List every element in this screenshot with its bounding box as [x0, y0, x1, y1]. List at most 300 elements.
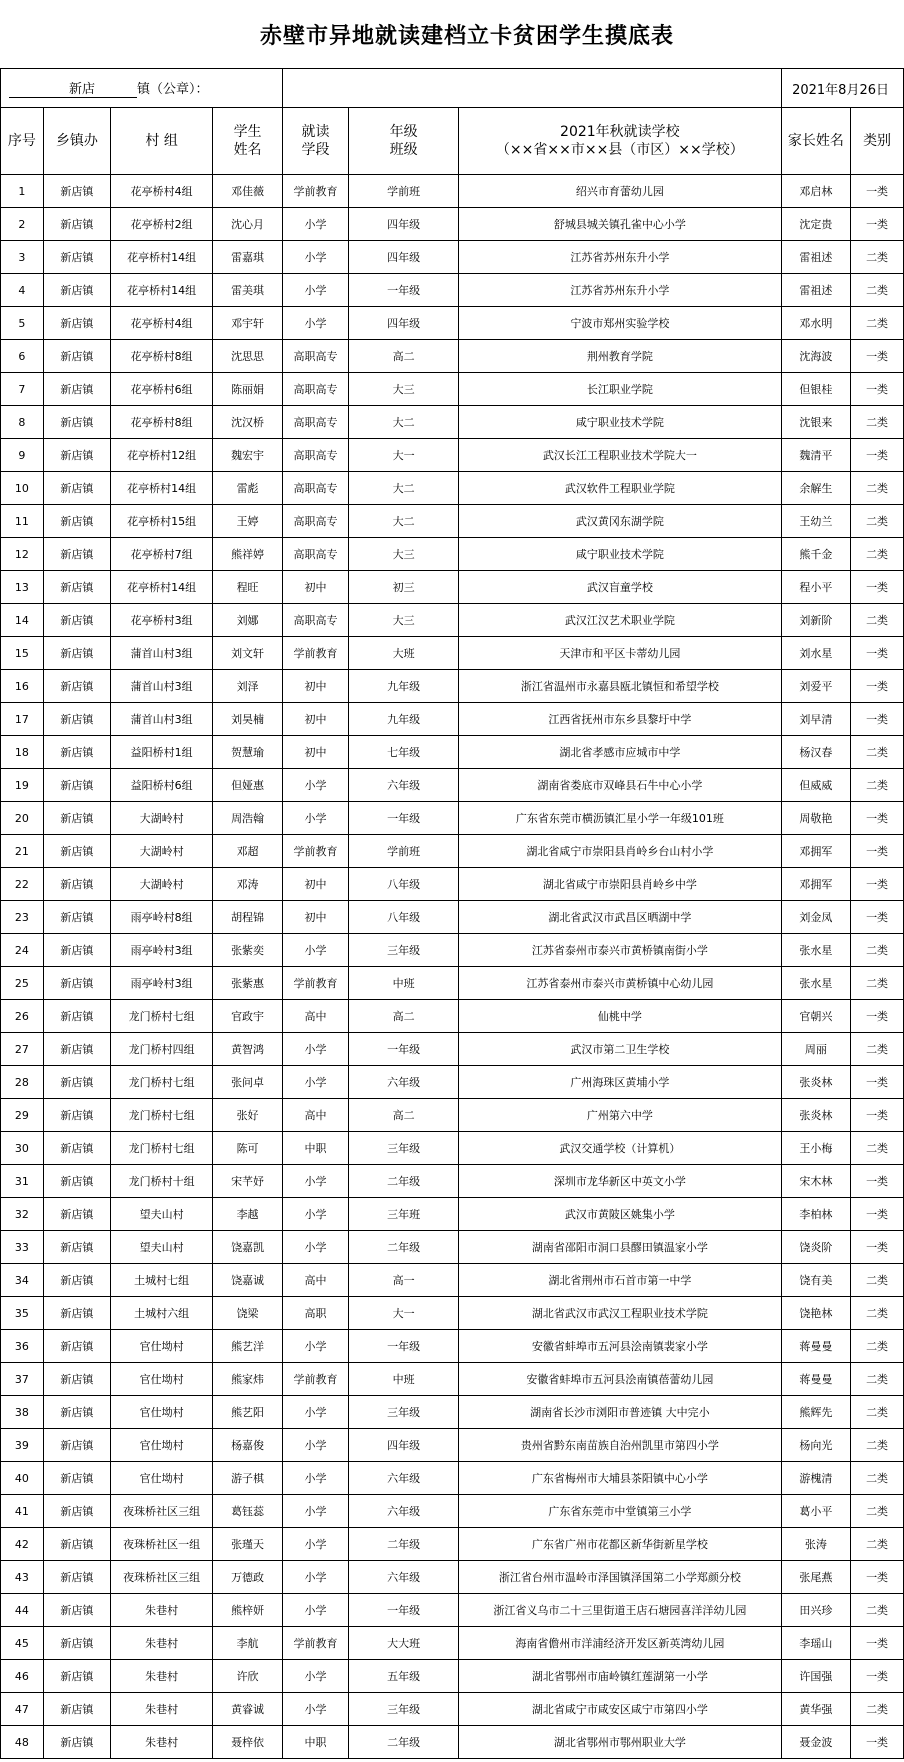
stage-cell: 高职高专	[282, 373, 348, 406]
header-grade	[349, 108, 459, 175]
table-row	[1, 1429, 904, 1462]
stage-cell: 初中	[282, 868, 348, 901]
township-cell: 新店镇	[43, 571, 110, 604]
category-cell: 一类	[851, 1231, 904, 1264]
village-cell: 花亭桥村3组	[111, 604, 213, 637]
category-cell: 二类	[851, 967, 904, 1000]
category-cell: 二类	[851, 934, 904, 967]
village-cell: 朱巷村	[111, 1693, 213, 1726]
table-row	[1, 604, 904, 637]
township-cell: 新店镇	[43, 1429, 110, 1462]
category-cell: 一类	[851, 1627, 904, 1660]
stage-cell: 学前教育	[282, 175, 348, 208]
township-cell: 新店镇	[43, 1264, 110, 1297]
seq-cell: 18	[1, 736, 44, 769]
info-blank-cell	[282, 69, 781, 108]
seq-cell: 7	[1, 373, 44, 406]
township-cell: 新店镇	[43, 1132, 110, 1165]
stage-cell: 小学	[282, 1594, 348, 1627]
table-row	[1, 1033, 904, 1066]
grade-cell: 四年级	[349, 307, 459, 340]
village-cell: 土城村六组	[111, 1297, 213, 1330]
seq-cell: 42	[1, 1528, 44, 1561]
grade-cell: 四年级	[349, 1429, 459, 1462]
stage-cell: 高中	[282, 1099, 348, 1132]
grade-cell: 大二	[349, 505, 459, 538]
student-name-cell: 张紫惠	[213, 967, 283, 1000]
school-cell: 武汉市第二卫生学校	[459, 1033, 781, 1066]
parent-name-cell: 黄华强	[781, 1693, 851, 1726]
table-row	[1, 307, 904, 340]
title-row	[0, 0, 904, 69]
school-cell: 浙江省温州市永嘉县瓯北镇恒和希望学校	[459, 670, 781, 703]
township-cell: 新店镇	[43, 373, 110, 406]
township-cell: 新店镇	[43, 967, 110, 1000]
school-cell: 舒城县城关镇孔雀中心小学	[459, 208, 781, 241]
school-cell: 绍兴市育蕾幼儿园	[459, 175, 781, 208]
student-name-cell: 熊艺洋	[213, 1330, 283, 1363]
header-row	[1, 108, 904, 175]
student-name-cell: 张好	[213, 1099, 283, 1132]
township-cell: 新店镇	[43, 637, 110, 670]
grade-cell: 六年级	[349, 1561, 459, 1594]
parent-name-cell: 熊千金	[781, 538, 851, 571]
village-cell: 朱巷村	[111, 1726, 213, 1759]
grade-cell: 大班	[349, 637, 459, 670]
grade-cell: 三年级	[349, 1693, 459, 1726]
village-cell: 官仕坳村	[111, 1396, 213, 1429]
school-cell: 江苏省泰州市泰兴市黄桥镇中心幼儿园	[459, 967, 781, 1000]
stage-cell: 小学	[282, 1462, 348, 1495]
category-cell: 一类	[851, 571, 904, 604]
school-cell: 荆州教育学院	[459, 340, 781, 373]
header-parent: 家长姓名	[781, 108, 851, 175]
table-row	[1, 1264, 904, 1297]
school-cell: 江西省抚州市东乡县黎圩中学	[459, 703, 781, 736]
stage-cell: 高职高专	[282, 406, 348, 439]
student-name-cell: 沈心月	[213, 208, 283, 241]
table-row	[1, 406, 904, 439]
header-school-l2: （××省××市××县（市区）××学校）	[495, 142, 744, 158]
township-cell: 新店镇	[43, 241, 110, 274]
category-cell: 一类	[851, 1660, 904, 1693]
table-row	[1, 274, 904, 307]
parent-name-cell: 李瑶山	[781, 1627, 851, 1660]
table-row	[1, 1594, 904, 1627]
village-cell: 夜珠桥社区一组	[111, 1528, 213, 1561]
grade-cell: 大大班	[349, 1627, 459, 1660]
stage-cell: 初中	[282, 736, 348, 769]
table-row	[1, 1495, 904, 1528]
grade-cell: 七年级	[349, 736, 459, 769]
student-name-cell: 张瑾天	[213, 1528, 283, 1561]
stage-cell: 初中	[282, 571, 348, 604]
stage-cell: 小学	[282, 307, 348, 340]
school-cell: 仙桃中学	[459, 1000, 781, 1033]
table-row	[1, 1462, 904, 1495]
parent-name-cell: 但威威	[781, 769, 851, 802]
seq-cell: 17	[1, 703, 44, 736]
township-cell: 新店镇	[43, 1528, 110, 1561]
grade-cell: 高二	[349, 1000, 459, 1033]
school-cell: 湖南省娄底市双峰县石牛中心小学	[459, 769, 781, 802]
seq-cell: 48	[1, 1726, 44, 1759]
township-cell: 新店镇	[43, 802, 110, 835]
parent-name-cell: 杨汉春	[781, 736, 851, 769]
grade-cell: 大一	[349, 1297, 459, 1330]
student-name-cell: 魏宏宇	[213, 439, 283, 472]
township-cell: 新店镇	[43, 604, 110, 637]
grade-cell: 一年级	[349, 802, 459, 835]
table-row	[1, 868, 904, 901]
student-name-cell: 刘昊楠	[213, 703, 283, 736]
seq-cell: 8	[1, 406, 44, 439]
school-cell: 天津市和平区卡蒂幼儿园	[459, 637, 781, 670]
village-cell: 官仕坳村	[111, 1462, 213, 1495]
village-cell: 夜珠桥社区三组	[111, 1495, 213, 1528]
village-cell: 花亭桥村8组	[111, 406, 213, 439]
student-name-cell: 周浩翰	[213, 802, 283, 835]
parent-name-cell: 沈海波	[781, 340, 851, 373]
header-township: 乡镇办	[43, 108, 110, 175]
village-cell: 花亭桥村14组	[111, 472, 213, 505]
seq-cell: 30	[1, 1132, 44, 1165]
category-cell: 二类	[851, 1297, 904, 1330]
town-name: 新店	[9, 78, 101, 98]
seq-cell: 4	[1, 274, 44, 307]
school-cell: 湖北省鄂州市鄂州职业大学	[459, 1726, 781, 1759]
village-cell: 花亭桥村14组	[111, 241, 213, 274]
town-cell	[1, 69, 283, 108]
table-row	[1, 241, 904, 274]
grade-cell: 大一	[349, 439, 459, 472]
student-name-cell: 熊艺阳	[213, 1396, 283, 1429]
category-cell: 一类	[851, 901, 904, 934]
stage-cell: 学前教育	[282, 967, 348, 1000]
township-cell: 新店镇	[43, 472, 110, 505]
stage-cell: 中职	[282, 1132, 348, 1165]
table-row	[1, 505, 904, 538]
parent-name-cell: 邓拥军	[781, 835, 851, 868]
header-village: 村 组	[111, 108, 213, 175]
table-row	[1, 736, 904, 769]
stage-cell: 小学	[282, 1033, 348, 1066]
parent-name-cell: 官朝兴	[781, 1000, 851, 1033]
table-row	[1, 1297, 904, 1330]
seq-cell: 24	[1, 934, 44, 967]
parent-name-cell: 熊辉先	[781, 1396, 851, 1429]
seq-cell: 11	[1, 505, 44, 538]
grade-cell: 大二	[349, 406, 459, 439]
town-blank	[101, 83, 137, 98]
parent-name-cell: 饶有美	[781, 1264, 851, 1297]
grade-cell: 三年级	[349, 1132, 459, 1165]
category-cell: 二类	[851, 1429, 904, 1462]
category-cell: 二类	[851, 406, 904, 439]
grade-cell: 二年级	[349, 1528, 459, 1561]
header-stage	[282, 108, 348, 175]
village-cell: 朱巷村	[111, 1627, 213, 1660]
school-cell: 广东省东莞市中堂镇第三小学	[459, 1495, 781, 1528]
school-cell: 湖南省邵阳市洞口县醪田镇温家小学	[459, 1231, 781, 1264]
table-row	[1, 1198, 904, 1231]
village-cell: 雨亭岭村8组	[111, 901, 213, 934]
table-row	[1, 472, 904, 505]
table-row	[1, 703, 904, 736]
grade-cell: 大三	[349, 604, 459, 637]
parent-name-cell: 李柏林	[781, 1198, 851, 1231]
village-cell: 花亭桥村4组	[111, 175, 213, 208]
parent-name-cell: 张涛	[781, 1528, 851, 1561]
student-name-cell: 沈思思	[213, 340, 283, 373]
school-cell: 咸宁职业技术学院	[459, 538, 781, 571]
parent-name-cell: 沈银来	[781, 406, 851, 439]
parent-name-cell: 雷祖述	[781, 274, 851, 307]
school-cell: 海南省儋州市洋浦经济开发区新英湾幼儿园	[459, 1627, 781, 1660]
school-cell: 湖北省孝感市应城市中学	[459, 736, 781, 769]
seq-cell: 29	[1, 1099, 44, 1132]
grade-cell: 六年级	[349, 1495, 459, 1528]
township-cell: 新店镇	[43, 1066, 110, 1099]
grade-cell: 高二	[349, 340, 459, 373]
seq-cell: 5	[1, 307, 44, 340]
header-grade-l2: 班级	[389, 142, 418, 158]
page-title: 赤壁市异地就读建档立卡贫困学生摸底表	[259, 22, 674, 49]
township-cell: 新店镇	[43, 1330, 110, 1363]
seq-cell: 27	[1, 1033, 44, 1066]
stage-cell: 小学	[282, 241, 348, 274]
student-name-cell: 黄智鸿	[213, 1033, 283, 1066]
township-cell: 新店镇	[43, 1693, 110, 1726]
seq-cell: 44	[1, 1594, 44, 1627]
seq-cell: 13	[1, 571, 44, 604]
parent-name-cell: 蒋曼曼	[781, 1330, 851, 1363]
grade-cell: 六年级	[349, 1462, 459, 1495]
seq-cell: 31	[1, 1165, 44, 1198]
seq-cell: 15	[1, 637, 44, 670]
header-grade-l1: 年级	[389, 124, 418, 140]
parent-name-cell: 邓拥军	[781, 868, 851, 901]
parent-name-cell: 蒋曼曼	[781, 1363, 851, 1396]
seq-cell: 12	[1, 538, 44, 571]
seq-cell: 1	[1, 175, 44, 208]
seq-cell: 36	[1, 1330, 44, 1363]
seq-cell: 35	[1, 1297, 44, 1330]
student-name-cell: 贺慧瑜	[213, 736, 283, 769]
grade-cell: 四年级	[349, 208, 459, 241]
parent-name-cell: 张水星	[781, 967, 851, 1000]
grade-cell: 三年班	[349, 1198, 459, 1231]
seq-cell: 34	[1, 1264, 44, 1297]
school-cell: 武汉盲童学校	[459, 571, 781, 604]
table-row	[1, 571, 904, 604]
school-cell: 广东省梅州市大埔县茶阳镇中心小学	[459, 1462, 781, 1495]
school-cell: 浙江省义乌市二十三里街道王店石塘园喜洋洋幼儿园	[459, 1594, 781, 1627]
village-cell: 官仕坳村	[111, 1363, 213, 1396]
school-cell: 宁波市郑州实验学校	[459, 307, 781, 340]
school-cell: 武汉黄冈东湖学院	[459, 505, 781, 538]
student-name-cell: 聂梓依	[213, 1726, 283, 1759]
seq-cell: 6	[1, 340, 44, 373]
seq-cell: 32	[1, 1198, 44, 1231]
category-cell: 一类	[851, 373, 904, 406]
date-cell	[781, 69, 903, 108]
table-row	[1, 835, 904, 868]
village-cell: 花亭桥村8组	[111, 340, 213, 373]
grade-cell: 中班	[349, 967, 459, 1000]
village-cell: 朱巷村	[111, 1660, 213, 1693]
table-row	[1, 175, 904, 208]
school-cell: 湖南省长沙市浏阳市普迹镇 大中完小	[459, 1396, 781, 1429]
category-cell: 一类	[851, 175, 904, 208]
table-row	[1, 538, 904, 571]
township-cell: 新店镇	[43, 505, 110, 538]
student-name-cell: 杨嘉俊	[213, 1429, 283, 1462]
seq-cell: 16	[1, 670, 44, 703]
stage-cell: 小学	[282, 1231, 348, 1264]
township-cell: 新店镇	[43, 1660, 110, 1693]
township-cell: 新店镇	[43, 1165, 110, 1198]
stage-cell: 高中	[282, 1000, 348, 1033]
student-name-cell: 雷嘉琪	[213, 241, 283, 274]
grade-cell: 八年级	[349, 901, 459, 934]
school-cell: 湖北省荆州市石首市第一中学	[459, 1264, 781, 1297]
school-cell: 武汉交通学校（计算机）	[459, 1132, 781, 1165]
village-cell: 龙门桥村七组	[111, 1099, 213, 1132]
school-cell: 安徽省蚌埠市五河县浍南镇裴家小学	[459, 1330, 781, 1363]
table-row	[1, 769, 904, 802]
school-cell: 湖北省咸宁市崇阳县肖岭乡中学	[459, 868, 781, 901]
grade-cell: 三年级	[349, 934, 459, 967]
township-cell: 新店镇	[43, 538, 110, 571]
student-name-cell: 饶嘉凯	[213, 1231, 283, 1264]
student-name-cell: 陈可	[213, 1132, 283, 1165]
seq-cell: 37	[1, 1363, 44, 1396]
township-cell: 新店镇	[43, 307, 110, 340]
category-cell: 二类	[851, 1495, 904, 1528]
township-cell: 新店镇	[43, 1297, 110, 1330]
seq-cell: 38	[1, 1396, 44, 1429]
table-row	[1, 1231, 904, 1264]
stage-cell: 高职高专	[282, 472, 348, 505]
grade-cell: 六年级	[349, 769, 459, 802]
category-cell: 二类	[851, 1330, 904, 1363]
stage-cell: 学前教育	[282, 1627, 348, 1660]
table-row	[1, 1627, 904, 1660]
township-cell: 新店镇	[43, 274, 110, 307]
township-cell: 新店镇	[43, 769, 110, 802]
grade-cell: 一年级	[349, 1033, 459, 1066]
category-cell: 二类	[851, 1033, 904, 1066]
village-cell: 龙门桥村四组	[111, 1033, 213, 1066]
parent-name-cell: 葛小平	[781, 1495, 851, 1528]
school-cell: 湖北省咸宁市崇阳县肖岭乡台山村小学	[459, 835, 781, 868]
stage-cell: 高职高专	[282, 505, 348, 538]
seq-cell: 41	[1, 1495, 44, 1528]
school-cell: 武汉市黄陂区姚集小学	[459, 1198, 781, 1231]
grade-cell: 大三	[349, 373, 459, 406]
student-name-cell: 邓超	[213, 835, 283, 868]
town-label: 镇（公章）：	[137, 82, 209, 97]
student-name-cell: 张紫奕	[213, 934, 283, 967]
village-cell: 雨亭岭村3组	[111, 934, 213, 967]
village-cell: 花亭桥村12组	[111, 439, 213, 472]
header-student-l2: 姓名	[233, 142, 262, 158]
village-cell: 大湖岭村	[111, 802, 213, 835]
stage-cell: 学前教育	[282, 1363, 348, 1396]
category-cell: 一类	[851, 1000, 904, 1033]
township-cell: 新店镇	[43, 868, 110, 901]
township-cell: 新店镇	[43, 1000, 110, 1033]
village-cell: 花亭桥村7组	[111, 538, 213, 571]
grade-cell: 一年级	[349, 1330, 459, 1363]
township-cell: 新店镇	[43, 1033, 110, 1066]
seq-cell: 45	[1, 1627, 44, 1660]
village-cell: 益阳桥村1组	[111, 736, 213, 769]
category-cell: 一类	[851, 670, 904, 703]
village-cell: 夜珠桥社区三组	[111, 1561, 213, 1594]
student-name-cell: 雷彪	[213, 472, 283, 505]
township-cell: 新店镇	[43, 1099, 110, 1132]
student-name-cell: 刘文轩	[213, 637, 283, 670]
category-cell: 一类	[851, 868, 904, 901]
village-cell: 蒲首山村3组	[111, 637, 213, 670]
township-cell: 新店镇	[43, 1726, 110, 1759]
student-name-cell: 万德政	[213, 1561, 283, 1594]
village-cell: 花亭桥村14组	[111, 274, 213, 307]
village-cell: 益阳桥村6组	[111, 769, 213, 802]
grade-cell: 学前班	[349, 835, 459, 868]
school-cell: 江苏省苏州东升小学	[459, 274, 781, 307]
seq-cell: 26	[1, 1000, 44, 1033]
category-cell: 一类	[851, 802, 904, 835]
grade-cell: 二年级	[349, 1726, 459, 1759]
category-cell: 二类	[851, 241, 904, 274]
header-school	[459, 108, 781, 175]
category-cell: 一类	[851, 1165, 904, 1198]
header-seq: 序号	[1, 108, 44, 175]
seq-cell: 19	[1, 769, 44, 802]
village-cell: 雨亭岭村3组	[111, 967, 213, 1000]
school-cell: 武汉江汉艺术职业学院	[459, 604, 781, 637]
stage-cell: 小学	[282, 1396, 348, 1429]
seq-cell: 43	[1, 1561, 44, 1594]
township-cell: 新店镇	[43, 736, 110, 769]
township-cell: 新店镇	[43, 1396, 110, 1429]
grade-cell: 二年级	[349, 1165, 459, 1198]
category-cell: 一类	[851, 208, 904, 241]
parent-name-cell: 杨向光	[781, 1429, 851, 1462]
parent-name-cell: 张炎林	[781, 1099, 851, 1132]
stage-cell: 初中	[282, 670, 348, 703]
seq-cell: 23	[1, 901, 44, 934]
parent-name-cell: 余解生	[781, 472, 851, 505]
stage-cell: 小学	[282, 1330, 348, 1363]
stage-cell: 中职	[282, 1726, 348, 1759]
school-cell: 武汉软件工程职业学院	[459, 472, 781, 505]
township-cell: 新店镇	[43, 901, 110, 934]
seq-cell: 10	[1, 472, 44, 505]
parent-name-cell: 刘早清	[781, 703, 851, 736]
stage-cell: 高职高专	[282, 538, 348, 571]
category-cell: 一类	[851, 1198, 904, 1231]
student-name-cell: 程旺	[213, 571, 283, 604]
category-cell: 二类	[851, 1363, 904, 1396]
student-name-cell: 熊梓妍	[213, 1594, 283, 1627]
grade-cell: 大三	[349, 538, 459, 571]
township-cell: 新店镇	[43, 670, 110, 703]
village-cell: 望夫山村	[111, 1198, 213, 1231]
